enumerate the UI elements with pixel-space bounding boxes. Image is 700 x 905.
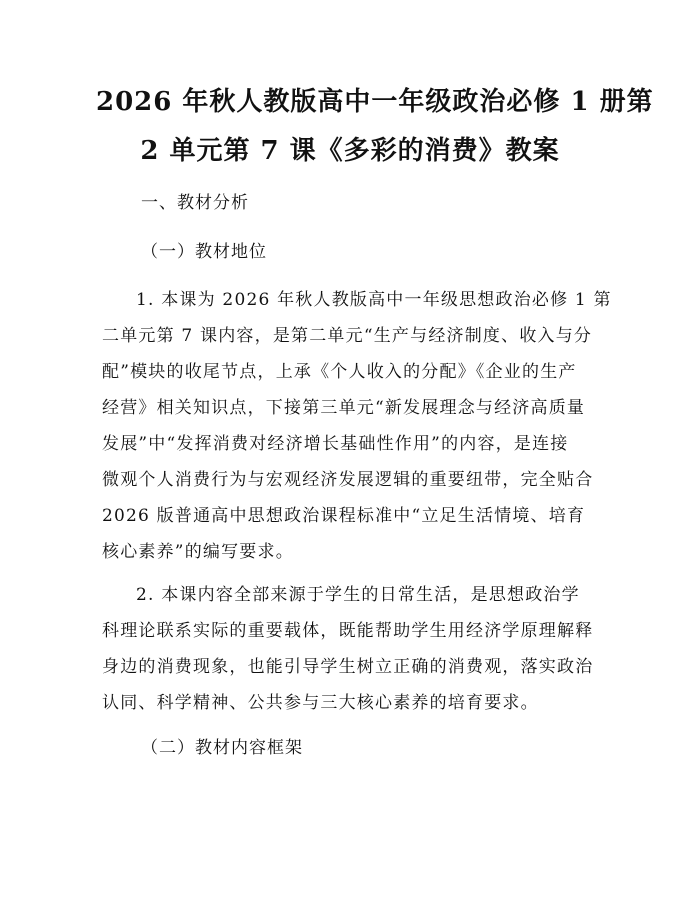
paragraph-1-line: 二单元第 7 课内容，是第二单元“生产与经济制度、收入与分 [102, 326, 593, 346]
paragraph-2-line: 科理论联系实际的重要载体，既能帮助学生用经济学原理解释 [102, 621, 594, 641]
paragraph-1-line: 核心素养”的编写要求。 [102, 542, 294, 562]
paragraph-1-line: 配”模块的收尾节点，上承《个人收入的分配》《企业的生产 [102, 362, 577, 382]
paragraph-1-line: 经营》相关知识点，下接第三单元“新发展理念与经济高质量 [102, 398, 586, 418]
paragraph-2-line: 身边的消费现象，也能引导学生树立正确的消费观，落实政治 [102, 657, 594, 677]
section-heading-textbook-analysis: 一、教材分析 [141, 193, 249, 213]
paragraph-2-line: 认同、科学精神、公共参与三大核心素养的培育要求。 [102, 693, 539, 713]
document-title-line-1: 2026 年秋人教版高中一年级政治必修 1 册第 [96, 87, 654, 117]
paragraph-1-line: 发展”中“发挥消费对经济增长基础性作用”的内容，是连接 [102, 434, 569, 454]
subsection-heading-textbook-status: （一）教材地位 [141, 242, 267, 262]
paragraph-1-line: 1. 本课为 2026 年秋人教版高中一年级思想政治必修 1 第 [136, 290, 612, 310]
paragraph-1-line: 微观个人消费行为与宏观经济发展逻辑的重要纽带，完全贴合 [102, 470, 594, 490]
paragraph-2-line: 2. 本课内容全部来源于学生的日常生活，是思想政治学 [136, 585, 580, 605]
paragraph-1-line: 2026 版普通高中思想政治课程标准中“立足生活情境、培育 [102, 506, 586, 526]
document-title-line-2: 2 单元第 7 课《多彩的消费》教案 [140, 136, 560, 166]
subsection-heading-content-framework: （二）教材内容框架 [141, 738, 303, 758]
